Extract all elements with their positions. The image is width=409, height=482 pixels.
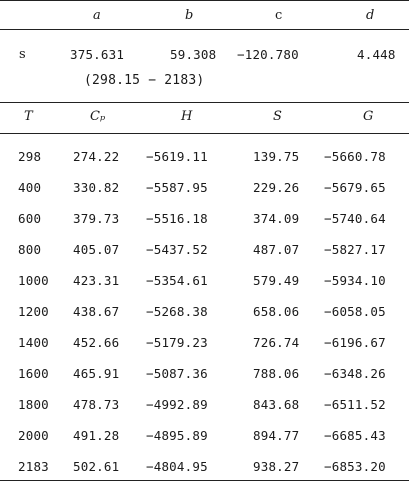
cell-S: 843.68: [253, 397, 300, 412]
cell-S: 139.75: [253, 149, 300, 164]
coef-b-value: 59.308: [170, 47, 217, 62]
cell-S: 658.06: [253, 304, 300, 319]
cell-S: 788.06: [253, 366, 300, 381]
cell-T: 2183: [18, 459, 49, 474]
cell-Cp: 423.31: [73, 273, 120, 288]
table-row: [0, 301, 409, 323]
header-S: S: [273, 109, 282, 124]
cell-T: 1000: [18, 273, 49, 288]
header-H: H: [181, 109, 193, 124]
table-header-row: [0, 106, 409, 128]
table-row: [0, 270, 409, 292]
coef-header-rule: [0, 29, 409, 30]
cell-T: 1400: [18, 335, 49, 350]
coef-header-d: d: [366, 8, 375, 23]
cell-H: −5179.23: [146, 335, 208, 350]
coef-row-label: s: [19, 47, 26, 62]
cell-Cp: 330.82: [73, 180, 120, 195]
cell-G: −6685.43: [324, 428, 386, 443]
cell-Cp: 405.07: [73, 242, 120, 257]
cell-S: 487.07: [253, 242, 300, 257]
cell-Cp: 491.28: [73, 428, 120, 443]
table-row: [0, 394, 409, 416]
cell-Cp: 465.91: [73, 366, 120, 381]
cell-H: −5619.11: [146, 149, 208, 164]
table-header-rule: [0, 133, 409, 134]
cell-T: 400: [18, 180, 42, 195]
cell-S: 374.09: [253, 211, 300, 226]
coef-header-a: a: [93, 8, 101, 23]
cell-Cp: 502.61: [73, 459, 120, 474]
coef-d-value: 4.448: [357, 47, 396, 62]
coef-row: [0, 44, 409, 66]
cell-H: −4804.95: [146, 459, 208, 474]
cell-Cp: 478.73: [73, 397, 120, 412]
cell-T: 2000: [18, 428, 49, 443]
cell-S: 894.77: [253, 428, 300, 443]
cell-T: 1200: [18, 304, 49, 319]
coef-a-value: 375.631: [70, 47, 125, 62]
table-row: [0, 456, 409, 478]
cell-G: −6058.05: [324, 304, 386, 319]
coef-bottom-rule: [0, 102, 409, 103]
cell-G: −6853.20: [324, 459, 386, 474]
cell-S: 579.49: [253, 273, 300, 288]
cell-S: 726.74: [253, 335, 300, 350]
cell-Cp: 438.67: [73, 304, 120, 319]
cell-H: −5268.38: [146, 304, 208, 319]
coef-header-b: b: [185, 8, 194, 23]
table-row: [0, 363, 409, 385]
cell-H: −4992.89: [146, 397, 208, 412]
header-G: G: [363, 109, 374, 124]
cell-Cp: 452.66: [73, 335, 120, 350]
table-row: [0, 425, 409, 447]
cell-T: 800: [18, 242, 42, 257]
table-row: [0, 177, 409, 199]
table-row: [0, 208, 409, 230]
cell-H: −5587.95: [146, 180, 208, 195]
cell-Cp: 274.22: [73, 149, 120, 164]
cell-T: 600: [18, 211, 42, 226]
cell-G: −6348.26: [324, 366, 386, 381]
cell-G: −6196.67: [324, 335, 386, 350]
table-row: [0, 239, 409, 261]
bottom-rule: [0, 480, 409, 481]
temperature-range: (298.15 − 2183): [84, 73, 205, 88]
header-Cp: Cₚ: [90, 109, 106, 124]
table-row: [0, 146, 409, 168]
cell-Cp: 379.73: [73, 211, 120, 226]
cell-S: 938.27: [253, 459, 300, 474]
cell-T: 298: [18, 149, 42, 164]
cell-G: −6511.52: [324, 397, 386, 412]
cell-T: 1600: [18, 366, 49, 381]
cell-G: −5660.78: [324, 149, 386, 164]
cell-H: −5516.18: [146, 211, 208, 226]
cell-S: 229.26: [253, 180, 300, 195]
coef-header-c: c: [275, 8, 283, 23]
coef-c-value: −120.780: [237, 47, 299, 62]
cell-G: −5679.65: [324, 180, 386, 195]
top-rule: [0, 0, 409, 1]
cell-G: −5934.10: [324, 273, 386, 288]
header-T: T: [24, 109, 33, 124]
cell-H: −5087.36: [146, 366, 208, 381]
cell-G: −5740.64: [324, 211, 386, 226]
cell-H: −5437.52: [146, 242, 208, 257]
cell-G: −5827.17: [324, 242, 386, 257]
cell-H: −5354.61: [146, 273, 208, 288]
table-row: [0, 332, 409, 354]
coef-header-row: [0, 5, 409, 27]
cell-T: 1800: [18, 397, 49, 412]
cell-H: −4895.89: [146, 428, 208, 443]
